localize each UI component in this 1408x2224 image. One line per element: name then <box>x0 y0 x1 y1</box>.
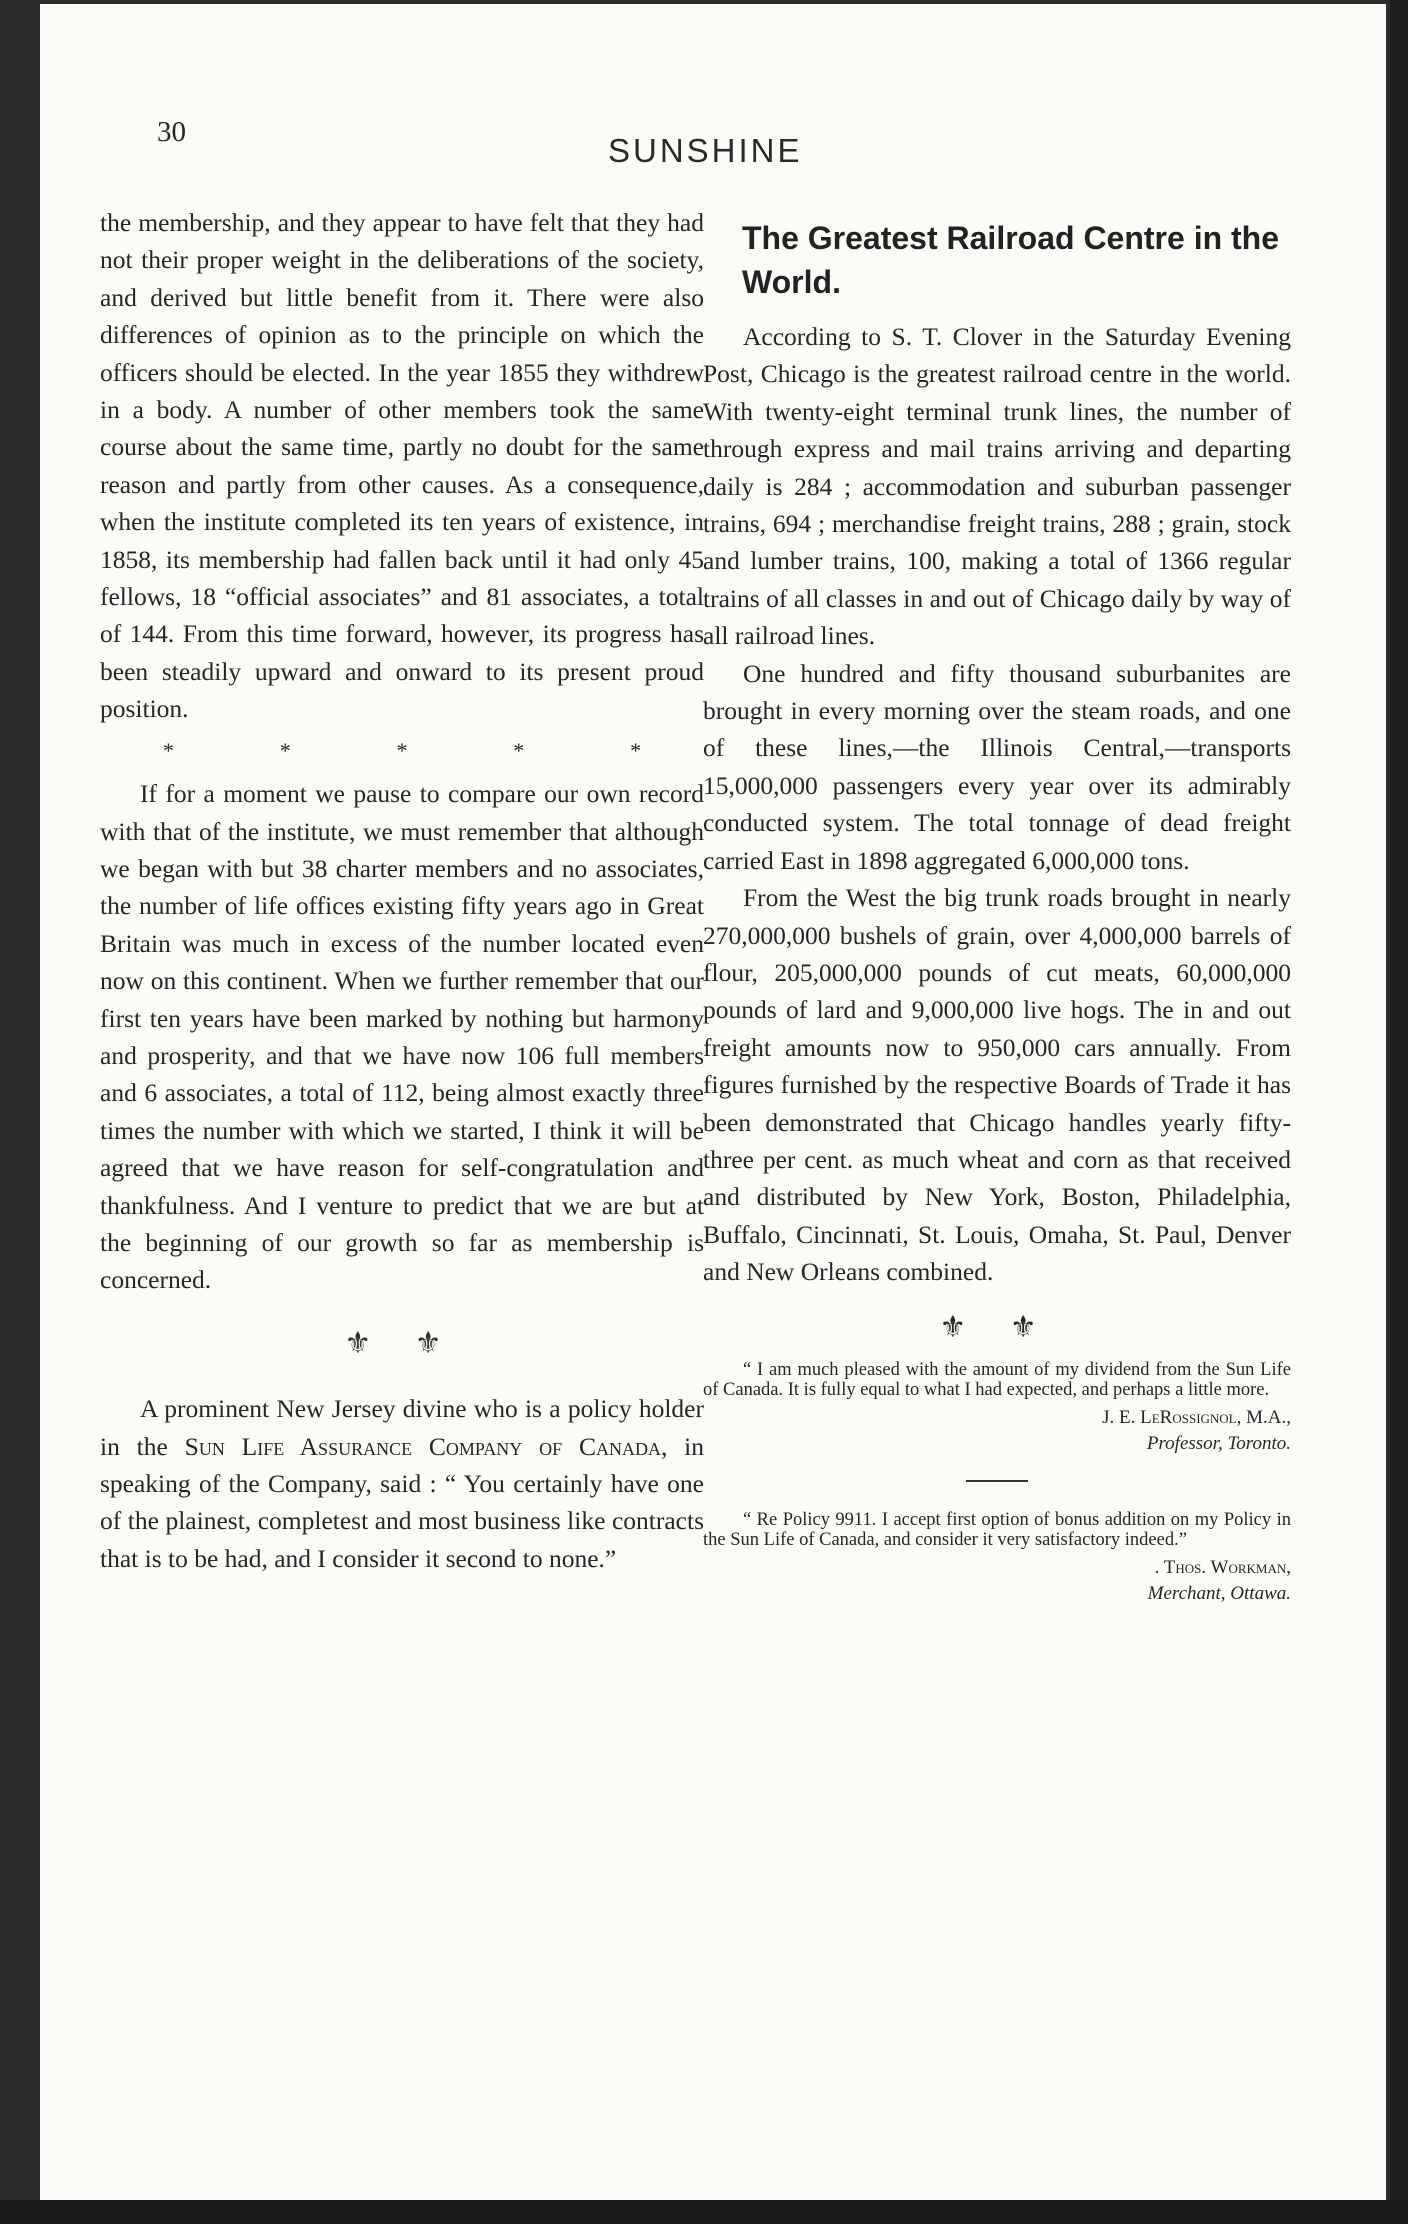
section-break-stars <box>100 728 704 775</box>
fleuron-ornament: ⚜ ⚜ <box>939 1310 1055 1344</box>
right-paragraph-3: From the West the big trunk roads brought in nearly 270,000,000 bushels of grain, over 4,000,000 barrels of flour, 205,000,000 pounds of cut meats, 60,000,000 pounds of lard and 9,000,000 live hogs. The in and out freight amounts now to 950,000 cars annually. From figures furnished by the respective Boards of Trade it has been demonstrated that Chicago handles yearly fifty-three per cent. as much wheat and corn as that received and distributed by New York, Boston, Philadelphia, Buffalo, Cincinnati, St. Louis, Omaha, St. Paul, Denver and New Orleans combined. <box>703 883 1291 1287</box>
star: * <box>513 737 525 763</box>
left-paragraph-2: If for a moment we pause to compare our own record with that of the institute, we must remember that although we began with but 38 charter members and no associates, the number of life offices existing fifty years ago in Great Britain was much in excess of the number located even now on this continent. When we further remember that our first ten years have been marked by nothing but harmony and prosperity, and that we have now 106 full members and 6 associates, a total of 112, being almost exactly three times the number with which we started, I think it will be agreed that we have reason for self-congratulation and thankfulness. And I venture to predict that we are but at the beginning of our growth so far as membership is concerned. <box>100 779 704 1295</box>
testimonial-2-title: Merchant, Ottawa. <box>1147 1582 1291 1604</box>
running-title: SUNSHINE <box>608 132 803 169</box>
testimonial-2-text: “ Re Policy 9911. I accept first option of bonus addition on my Policy in the Sun Life of Canada, and consider it very satisfactory indeed.” <box>703 1509 1291 1550</box>
right-paragraph-2: One hundred and fifty thousand suburbanites are brought in every morning over the steam roads, and one of these lines,—the Illinois Central,—transports 15,000,000 passengers every year over its admirably conducted system. The total tonnage of dead freight carried East in 1898 aggregated 6,000,000 tons. <box>703 658 1291 875</box>
page-number: 30 <box>157 116 186 148</box>
para3-end: , in speaking of the Company, said : “ You certainly have one of the plainest, completest and most business like contracts that is to be had, and I consider it second to none.” <box>100 1431 704 1573</box>
star: * <box>162 737 174 763</box>
right-column <box>703 318 1291 1606</box>
testimonial-1-text: “ I am much pleased with the amount of my dividend from the Sun Life of Canada. It is fully equal to what I had expected, and perhaps a little more. <box>703 1359 1291 1400</box>
left-paragraph-1: the membership, and they appear to have felt that they had not their proper weight in the deliberations of the society, and derived but little benefit from it. There were also differences of opinion as to the principle on which the officers should be elected. In the year 1855 they withdrew in a body. A number of other members took the same course about the same time, partly no doubt for the same reason and partly from other causes. As a consequence, when the institute completed its ten years of existence, in 1858, its membership had fallen back until it had only 45 fellows, 18 “official associates” and 81 associates, a total of 144. From this time forward, however, its progress has been steadily upward and onward to its present proud position. <box>100 208 704 724</box>
para3-start: A prominent New Jersey divine who is a policy holder in the <box>100 1394 704 1461</box>
left-paragraph-3 <box>100 1390 704 1577</box>
star: * <box>396 737 408 763</box>
testimonial-2-name: . Thos. Workman, <box>1154 1556 1291 1578</box>
left-column <box>100 204 704 1577</box>
article-heading: The Greatest Railroad Centre in the World. <box>742 220 1280 300</box>
scan-border-right <box>1390 0 1408 2224</box>
divider-rule <box>966 1480 1028 1482</box>
scan-border-bottom <box>0 2200 1408 2224</box>
star: * <box>630 737 642 763</box>
company-name: Sun Life Assurance Company of Canada <box>184 1431 661 1461</box>
testimonial-1-title: Professor, Toronto. <box>1146 1432 1291 1454</box>
right-paragraph-1: According to S. T. Clover in the Saturday Evening Post, Chicago is the greatest railroad centre in the world. With twenty-eight terminal trunk lines, the number of through express and mail trains arriving and departing daily is 284 ; accommodation and suburban passenger trains, 694 ; merchandise freight trains, 288 ; grain, stock and lumber trains, 100, making a total of 1366 regular trains of all classes in and out of Chicago daily by way of all railroad lines. <box>703 322 1291 651</box>
testimonial-1-name: J. E. LeRossignol, M.A., <box>1102 1406 1291 1428</box>
star: * <box>279 737 291 763</box>
fleuron-ornament: ⚜ ⚜ <box>344 1326 460 1360</box>
